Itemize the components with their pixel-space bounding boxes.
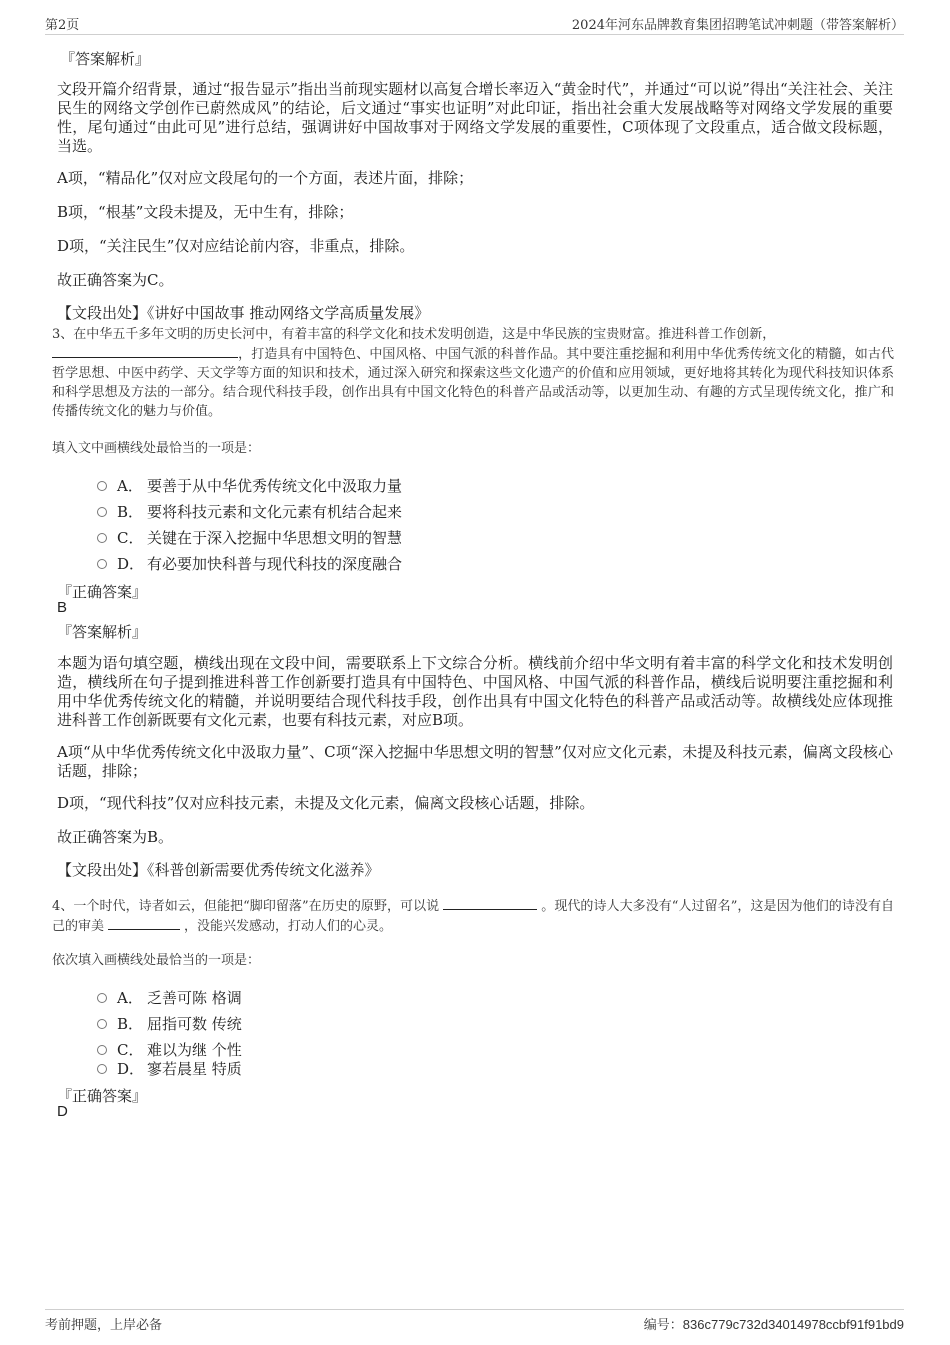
q4-stem <box>52 896 894 936</box>
radio-icon[interactable] <box>97 1064 107 1074</box>
q4-blank-1 <box>443 896 537 910</box>
document-title: 2024年河东品牌教育集团招聘笔试冲刺题（带答案解析） <box>571 18 904 33</box>
q3-stem-start: 3、在中华五千多年文明的历史长河中，有着丰富的科学文化和技术发明创造，这是中华民族的宝贵财富。推进科普工作创新， <box>52 327 776 342</box>
q4-option-c[interactable]: C． 难以为继 个性 <box>97 1039 242 1059</box>
q4-stem-part3: ，没能兴发感动，打动人们的心灵。 <box>184 919 393 934</box>
q4-answer: D <box>57 1103 68 1120</box>
q3-answer-label: 『正确答案』 <box>57 583 148 601</box>
radio-icon[interactable] <box>97 481 107 491</box>
q3-analysis-label: 『答案解析』 <box>57 623 148 641</box>
q4-stem-part1: 4、一个时代，诗者如云，但能把“脚印留落”在历史的原野，可以说 <box>52 899 440 914</box>
radio-icon[interactable] <box>97 1045 107 1055</box>
q4-prompt: 依次填入画横线处最恰当的一项是： <box>52 953 261 968</box>
q3-analysis-paragraph: 本题为语句填空题，横线出现在文段中间，需要联系上下文综合分析。横线前介绍中华文明有着丰富的科学文化和技术发明创造，横线所在句子提到推进科普工作创新要打造具有中国特色、中国风格、中国气派的科普作品，横线后说明要注重挖掘和利用中华优秀传统文化的精髓，并说明要结合现代科技手段，创作出具有中国文化特色的科普产品或活动等。故横线处应体现推进科普工作创新既要有文化元素，也要有科技元素，对应B项。 <box>57 654 893 729</box>
radio-icon[interactable] <box>97 533 107 543</box>
q3-conclusion: 故正确答案为B。 <box>57 828 174 846</box>
q3-option-a[interactable]: A． 要善于从中华优秀传统文化中汲取力量 <box>97 475 402 495</box>
footer-slogan: 考前押题，上岸必备 <box>45 1318 163 1333</box>
q3-prompt: 填入文中画横线处最恰当的一项是： <box>52 441 261 456</box>
q4-option-b[interactable]: B． 屈指可数 传统 <box>97 1013 242 1033</box>
q3-option-c[interactable]: C． 关键在于深入挖掘中华思想文明的智慧 <box>97 527 402 547</box>
radio-icon[interactable] <box>97 507 107 517</box>
q2-analysis-option-b: B项，“根基”文段未提及，无中生有，排除； <box>57 203 354 221</box>
q3-option-b[interactable]: B． 要将科技元素和文化元素有机结合起来 <box>97 501 402 521</box>
q3-stem <box>52 325 894 421</box>
q2-analysis-label: 『答案解析』 <box>60 50 151 68</box>
page-footer <box>45 1309 904 1332</box>
radio-icon[interactable] <box>97 559 107 569</box>
document-code: 编号：836c779c732d34014978ccbf91f91bd9 <box>643 1317 904 1333</box>
page-header <box>45 14 904 35</box>
q3-analysis-ac: A项“从中华优秀传统文化中汲取力量”、C项“深入挖掘中华思想文明的智慧”仅对应文化元素，未提及科技元素，偏离文段核心话题，排除； <box>57 743 893 780</box>
q2-analysis-option-d: D项，“关注民生”仅对应结论前内容，非重点，排除。 <box>57 237 415 255</box>
q4-stem-part2: 。现代的诗人大多没有“人过留名”，这是因为他们的诗没有自己的审美 <box>52 899 894 934</box>
q2-source: 【文段出处】《讲好中国故事 推动网络文学高质量发展》 <box>57 304 430 322</box>
q4-answer-label: 『正确答案』 <box>57 1087 148 1105</box>
q3-answer: B <box>57 599 68 616</box>
page-number: 第2页 <box>45 18 80 33</box>
q3-analysis-d: D项，“现代科技”仅对应科技元素，未提及文化元素，偏离文段核心话题，排除。 <box>57 794 595 812</box>
radio-icon[interactable] <box>97 1019 107 1029</box>
q4-option-a[interactable]: A． 乏善可陈 格调 <box>97 987 242 1007</box>
q2-analysis-paragraph: 文段开篇介绍背景，通过“报告显示”指出当前现实题材以高复合增长率迈入“黄金时代”，并通过“可以说”得出“关注社会、关注民生的网络文学创作已蔚然成风”的结论，后文通过“事实也证明”对此印证，指出社会重大发展战略等对网络文学发展的重要性，尾句通过“由此可见”进行总结，强调讲好中国故事对于网络文学发展的重要性，C项体现了文段重点，适合做文段标题，当选。 <box>57 80 893 155</box>
q2-analysis-option-a: A项，“精品化”仅对应文段尾句的一个方面，表述片面，排除； <box>57 169 474 187</box>
q4-blank-2 <box>108 916 180 930</box>
q2-conclusion: 故正确答案为C。 <box>57 271 174 289</box>
radio-icon[interactable] <box>97 993 107 1003</box>
q3-stem-rest: ，打造具有中国特色、中国风格、中国气派的科普作品。其中要注重挖掘和利用中华优秀传统文化的精髓，如古代哲学思想、中医中药学、天文学等方面的知识和技术，通过深入研究和探索这些文化遗产的价值和应用领域，更好地将其转化为现代科技知识体系和科学思想及方法的一部分。结合现代科技手段，创作出具有中国文化特色的科普产品或活动等，以更加生动、有趣的方式呈现传统文化，推广和传播传统文化的魅力与价值。 <box>52 347 894 419</box>
q3-source: 【文段出处】《科普创新需要优秀传统文化滋养》 <box>57 861 380 879</box>
q3-blank <box>52 344 238 358</box>
q4-option-d[interactable]: D． 寥若晨星 特质 <box>97 1058 242 1078</box>
q3-option-d[interactable]: D． 有必要加快科普与现代科技的深度融合 <box>97 553 402 573</box>
